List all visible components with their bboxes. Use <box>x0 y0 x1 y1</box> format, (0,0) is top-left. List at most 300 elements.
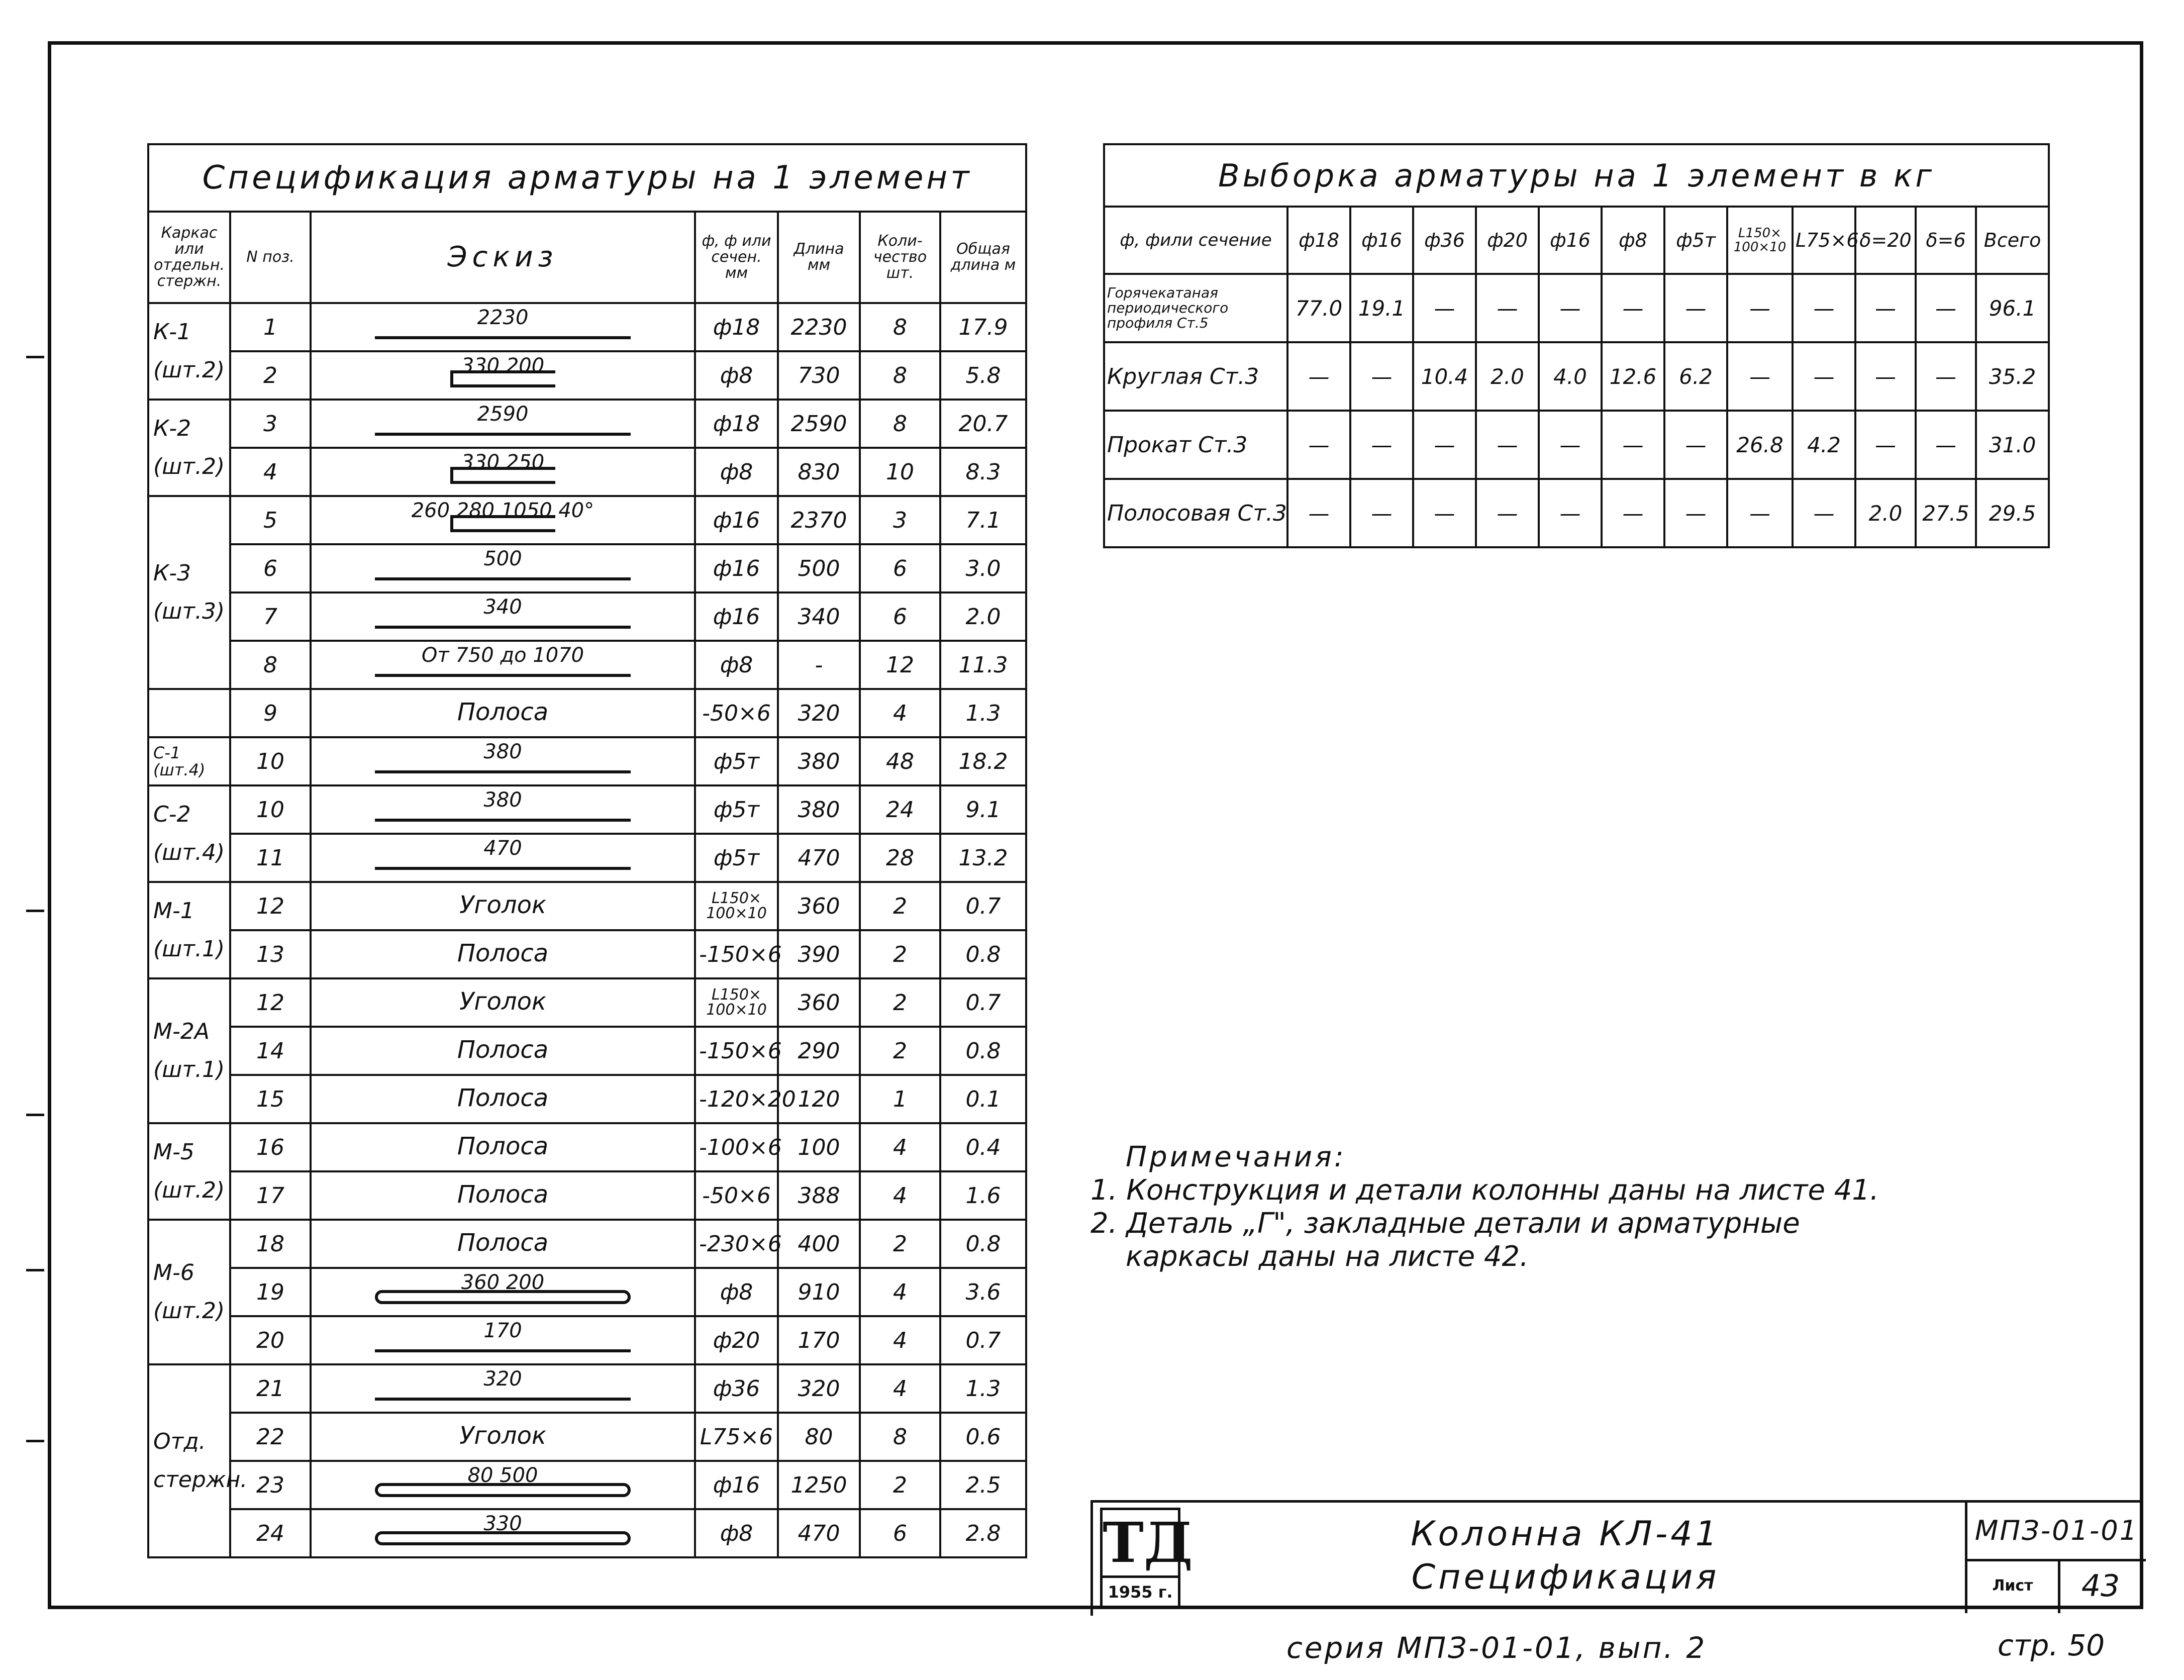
length-cell: 380 <box>778 785 860 834</box>
sketch-dimension: 320 <box>483 1367 522 1391</box>
spec-row <box>148 1075 1026 1123</box>
pos-cell: 19 <box>230 1268 311 1316</box>
margin-tick <box>26 1114 44 1116</box>
sketch-dimension: От 750 до 1070 <box>421 644 584 667</box>
pos-cell: 12 <box>230 978 311 1027</box>
qty-cell: 10 <box>860 448 940 496</box>
spec-row <box>148 785 1026 834</box>
weight-cell: 26.8 <box>1727 411 1793 479</box>
sketch <box>315 786 691 833</box>
selection-row <box>1104 274 2049 342</box>
qty-cell: 28 <box>860 834 940 882</box>
weight-cell: — <box>1916 274 1976 342</box>
rebar-line <box>375 1483 631 1497</box>
spec-row <box>148 978 1026 1027</box>
section-cell: -150×6 <box>695 930 778 978</box>
qty-cell: 8 <box>860 351 940 400</box>
pos-cell: 16 <box>230 1123 311 1171</box>
qty-cell: 4 <box>860 1123 940 1171</box>
notes <box>1090 1141 1879 1273</box>
weight-cell: — <box>1602 411 1664 479</box>
length-cell: 360 <box>778 882 860 930</box>
sketch <box>315 1076 691 1122</box>
sketch <box>315 497 691 543</box>
sketch <box>315 1221 691 1267</box>
title-block <box>1090 1500 2143 1616</box>
length-cell: 830 <box>778 448 860 496</box>
qty-cell: 6 <box>860 544 940 592</box>
section-cell: L150× 100×10 <box>695 978 778 1027</box>
length-cell: 2590 <box>778 400 860 448</box>
section-cell: ф16 <box>695 544 778 592</box>
selection-title: Выборка арматуры на 1 элемент в кг <box>1104 144 2049 207</box>
group-label: К-3 (шт.3) <box>148 496 230 689</box>
length-cell: 730 <box>778 351 860 400</box>
group-label: К-1 (шт.2) <box>148 303 230 400</box>
rebar-line <box>450 370 556 387</box>
length-cell: 170 <box>778 1316 860 1364</box>
weight-cell: — <box>1855 274 1916 342</box>
sketch <box>315 1124 691 1170</box>
spec-row <box>148 1027 1026 1075</box>
spec-row <box>148 641 1026 689</box>
sketch-text: Уголок <box>459 1422 546 1450</box>
rebar-selection-table <box>1103 143 2050 548</box>
weight-cell: — <box>1664 274 1727 342</box>
drawing-title <box>1188 1513 1942 1599</box>
selection-col-header: Всего <box>1976 207 2049 274</box>
section-cell: ф8 <box>695 1509 778 1557</box>
weight-cell: — <box>1413 411 1476 479</box>
steel-type: Прокат Ст.3 <box>1104 411 1287 479</box>
sketch-cell <box>311 737 695 785</box>
qty-cell: 2 <box>860 1220 940 1268</box>
total-cell: 0.8 <box>940 1027 1026 1075</box>
sketch-cell <box>311 1509 695 1557</box>
spec-row <box>148 544 1026 592</box>
total-cell: 1.3 <box>940 689 1026 737</box>
selection-col-header: ф5т <box>1664 207 1727 274</box>
sketch-cell <box>311 1316 695 1364</box>
selection-col-header: δ=6 <box>1916 207 1976 274</box>
sketch-text: Уголок <box>459 987 546 1016</box>
weight-cell: 10.4 <box>1413 342 1476 411</box>
group-label: М-1 (шт.1) <box>148 882 230 978</box>
weight-cell: — <box>1413 274 1476 342</box>
sketch <box>315 690 691 736</box>
selection-col-header: ф16 <box>1350 207 1413 274</box>
group-label: С-2 (шт.4) <box>148 785 230 882</box>
spec-row <box>148 1316 1026 1364</box>
group-label: Отд. стержн. <box>148 1364 230 1557</box>
section-cell: ф16 <box>695 592 778 641</box>
sketch-cell <box>311 351 695 400</box>
length-cell: 380 <box>778 737 860 785</box>
sketch-dimension: 500 <box>483 547 522 570</box>
drawing-title-line1: Колонна КЛ-41 <box>1411 1514 1720 1554</box>
weight-cell: 12.6 <box>1602 342 1664 411</box>
steel-type: Круглая Ст.3 <box>1104 342 1287 411</box>
header-section: ф, ф или сечен. мм <box>695 212 778 303</box>
total-cell: 1.6 <box>940 1171 1026 1220</box>
pos-cell: 4 <box>230 448 311 496</box>
length-cell: 470 <box>778 834 860 882</box>
section-cell: -50×6 <box>695 1171 778 1220</box>
pos-cell: 15 <box>230 1075 311 1123</box>
section-cell: ф8 <box>695 448 778 496</box>
header-qty: Коли-чество шт. <box>860 212 940 303</box>
rebar-line <box>375 819 631 822</box>
sketch-dimension: 470 <box>483 837 522 860</box>
sketch-dimension: 330 <box>483 1512 522 1535</box>
weight-cell: — <box>1793 479 1855 547</box>
length-cell: - <box>778 641 860 689</box>
length-cell: 320 <box>778 689 860 737</box>
rebar-specification-table <box>147 143 1027 1558</box>
sketch-text: Полоса <box>457 1229 549 1257</box>
sketch-cell <box>311 882 695 930</box>
spec-row <box>148 448 1026 496</box>
pos-cell: 24 <box>230 1509 311 1557</box>
sketch <box>315 1028 691 1074</box>
logo-text: ТД <box>1103 1510 1178 1578</box>
weight-cell: 4.0 <box>1539 342 1602 411</box>
spec-body <box>148 303 1026 1557</box>
rebar-line <box>450 467 556 484</box>
sketch <box>315 1414 691 1460</box>
weight-cell: — <box>1727 479 1793 547</box>
sketch <box>315 1510 691 1556</box>
weight-cell: — <box>1287 342 1350 411</box>
margin-tick <box>26 910 44 912</box>
pos-cell: 10 <box>230 737 311 785</box>
sketch-text: Полоса <box>457 939 549 967</box>
qty-cell: 3 <box>860 496 940 544</box>
pos-cell: 1 <box>230 303 311 351</box>
length-cell: 390 <box>778 930 860 978</box>
section-cell: ф5т <box>695 834 778 882</box>
pos-cell: 8 <box>230 641 311 689</box>
rebar-line <box>450 515 556 532</box>
pos-cell: 3 <box>230 400 311 448</box>
qty-cell: 8 <box>860 1413 940 1461</box>
qty-cell: 2 <box>860 930 940 978</box>
section-cell: ф36 <box>695 1364 778 1413</box>
sketch-cell <box>311 400 695 448</box>
qty-cell: 12 <box>860 641 940 689</box>
weight-cell: 96.1 <box>1976 274 2049 342</box>
pos-cell: 21 <box>230 1364 311 1413</box>
sketch-cell <box>311 1075 695 1123</box>
weight-cell: 2.0 <box>1476 342 1539 411</box>
weight-cell: — <box>1476 411 1539 479</box>
section-cell: -50×6 <box>695 689 778 737</box>
selection-body <box>1104 274 2049 547</box>
sketch-cell <box>311 448 695 496</box>
selection-col-header: ф20 <box>1476 207 1539 274</box>
weight-cell: — <box>1350 479 1413 547</box>
total-cell: 3.0 <box>940 544 1026 592</box>
selection-first-header: ф, фили сечение <box>1104 207 1287 274</box>
weight-cell: 4.2 <box>1793 411 1855 479</box>
pos-cell: 17 <box>230 1171 311 1220</box>
total-cell: 0.1 <box>940 1075 1026 1123</box>
section-cell: L150× 100×10 <box>695 882 778 930</box>
total-cell: 3.6 <box>940 1268 1026 1316</box>
header-pos: N поз. <box>230 212 311 303</box>
rebar-line <box>375 770 631 773</box>
sketch-cell <box>311 592 695 641</box>
group-label: М-2А (шт.1) <box>148 978 230 1123</box>
sketch <box>315 738 691 784</box>
pos-cell: 5 <box>230 496 311 544</box>
total-cell: 2.0 <box>940 592 1026 641</box>
total-cell: 1.3 <box>940 1364 1026 1413</box>
weight-cell: 77.0 <box>1287 274 1350 342</box>
page-number: стр. 50 <box>1998 1628 2105 1662</box>
sketch-cell <box>311 930 695 978</box>
sketch-text: Полоса <box>457 1132 549 1160</box>
total-cell: 17.9 <box>940 303 1026 351</box>
section-cell: ф8 <box>695 351 778 400</box>
steel-type: Горячекатаная периодического профиля Ст.5 <box>1104 274 1287 342</box>
weight-cell: — <box>1539 479 1602 547</box>
note-item-2: 2. Деталь „Г", закладные детали и арматурные <box>1090 1207 1800 1240</box>
weight-cell: 6.2 <box>1664 342 1727 411</box>
sketch-text: Полоса <box>457 1180 549 1209</box>
qty-cell: 4 <box>860 1316 940 1364</box>
spec-row <box>148 1413 1026 1461</box>
total-cell: 11.3 <box>940 641 1026 689</box>
total-cell: 0.7 <box>940 882 1026 930</box>
pos-cell: 7 <box>230 592 311 641</box>
length-cell: 120 <box>778 1075 860 1123</box>
length-cell: 320 <box>778 1364 860 1413</box>
sketch-text: Полоса <box>457 1036 549 1064</box>
total-cell: 2.5 <box>940 1461 1026 1509</box>
sketch-cell <box>311 641 695 689</box>
rebar-line <box>375 867 631 870</box>
drawing-code: МПЗ-01-01 <box>1965 1503 2146 1561</box>
header-total: Общая длина м <box>940 212 1026 303</box>
weight-cell: 31.0 <box>1976 411 2049 479</box>
pos-cell: 23 <box>230 1461 311 1509</box>
length-cell: 910 <box>778 1268 860 1316</box>
spec-row <box>148 737 1026 785</box>
weight-cell: — <box>1350 411 1413 479</box>
section-cell: ф18 <box>695 400 778 448</box>
sheet-label: Лист <box>1965 1559 2060 1613</box>
sketch-cell <box>311 689 695 737</box>
selection-col-header: ф8 <box>1602 207 1664 274</box>
qty-cell: 1 <box>860 1075 940 1123</box>
weight-cell: — <box>1664 479 1727 547</box>
header-sketch: Эскиз <box>311 212 695 303</box>
sheet-number: 43 <box>2081 1568 2120 1604</box>
pos-cell: 2 <box>230 351 311 400</box>
sketch <box>315 835 691 881</box>
length-cell: 80 <box>778 1413 860 1461</box>
selection-col-header: δ=20 <box>1855 207 1916 274</box>
steel-type: Полосовая Ст.3 <box>1104 479 1287 547</box>
sketch-text: Полоса <box>457 698 549 726</box>
total-cell: 7.1 <box>940 496 1026 544</box>
qty-cell: 24 <box>860 785 940 834</box>
total-cell: 0.8 <box>940 1220 1026 1268</box>
qty-cell: 2 <box>860 882 940 930</box>
qty-cell: 2 <box>860 1461 940 1509</box>
rebar-line <box>375 674 631 677</box>
selection-row <box>1104 411 2049 479</box>
weight-cell: 35.2 <box>1976 342 2049 411</box>
group-label: М-5 (шт.2) <box>148 1123 230 1220</box>
spec-row <box>148 1461 1026 1509</box>
sketch <box>315 1172 691 1219</box>
weight-cell: — <box>1916 411 1976 479</box>
weight-cell: — <box>1476 479 1539 547</box>
section-cell: ф8 <box>695 641 778 689</box>
margin-tick <box>26 1440 44 1442</box>
length-cell: 2230 <box>778 303 860 351</box>
rebar-line <box>375 1349 631 1352</box>
weight-cell: 19.1 <box>1350 274 1413 342</box>
logo-year: 1955 г. <box>1108 1583 1173 1602</box>
weight-cell: 29.5 <box>1976 479 2049 547</box>
margin-tick <box>26 356 44 358</box>
pos-cell: 18 <box>230 1220 311 1268</box>
sketch-cell <box>311 978 695 1027</box>
rebar-line <box>375 626 631 629</box>
weight-cell: — <box>1855 411 1916 479</box>
rebar-line <box>375 433 631 436</box>
section-cell: -150×6 <box>695 1027 778 1075</box>
selection-row <box>1104 342 2049 411</box>
qty-cell: 4 <box>860 1268 940 1316</box>
weight-cell: — <box>1350 342 1413 411</box>
length-cell: 400 <box>778 1220 860 1268</box>
weight-cell: — <box>1287 411 1350 479</box>
section-cell: ф5т <box>695 785 778 834</box>
sketch <box>315 1365 691 1412</box>
length-cell: 100 <box>778 1123 860 1171</box>
weight-cell: 2.0 <box>1855 479 1916 547</box>
sketch <box>315 642 691 688</box>
group-label: К-2 (шт.2) <box>148 400 230 496</box>
section-cell: -230×6 <box>695 1220 778 1268</box>
sketch-cell <box>311 1220 695 1268</box>
total-cell: 13.2 <box>940 834 1026 882</box>
section-cell: ф8 <box>695 1268 778 1316</box>
sketch-cell <box>311 1461 695 1509</box>
total-cell: 8.3 <box>940 448 1026 496</box>
qty-cell: 8 <box>860 400 940 448</box>
weight-cell: 27.5 <box>1916 479 1976 547</box>
sketch-dimension: 170 <box>483 1319 522 1342</box>
total-cell: 9.1 <box>940 785 1026 834</box>
spec-row <box>148 400 1026 448</box>
selection-row <box>1104 479 2049 547</box>
spec-row <box>148 1509 1026 1557</box>
weight-cell: — <box>1727 342 1793 411</box>
selection-col-header: ф18 <box>1287 207 1350 274</box>
sketch <box>315 545 691 591</box>
sketch-dimension: 330 250 <box>461 451 545 474</box>
weight-cell: — <box>1287 479 1350 547</box>
sketch-dimension: 380 <box>483 740 522 763</box>
sketch-cell <box>311 1364 695 1413</box>
sketch-dimension: 340 <box>483 596 522 619</box>
pos-cell: 10 <box>230 785 311 834</box>
qty-cell: 8 <box>860 303 940 351</box>
rebar-line <box>375 1531 631 1545</box>
section-cell: -120×20 <box>695 1075 778 1123</box>
pos-cell: 6 <box>230 544 311 592</box>
spec-row <box>148 303 1026 351</box>
length-cell: 360 <box>778 978 860 1027</box>
total-cell: 0.7 <box>940 978 1026 1027</box>
sketch-cell <box>311 785 695 834</box>
total-cell: 5.8 <box>940 351 1026 400</box>
sketch <box>315 594 691 640</box>
sketch-dimension: 330 200 <box>461 354 545 377</box>
spec-row <box>148 592 1026 641</box>
selection-col-header: ф36 <box>1413 207 1476 274</box>
rebar-line <box>375 1398 631 1401</box>
weight-cell: — <box>1916 342 1976 411</box>
weight-cell: — <box>1602 479 1664 547</box>
sketch-cell <box>311 1171 695 1220</box>
section-cell: L75×6 <box>695 1413 778 1461</box>
qty-cell: 4 <box>860 1171 940 1220</box>
sketch <box>315 1317 691 1363</box>
sketch-cell <box>311 1413 695 1461</box>
pos-cell: 12 <box>230 882 311 930</box>
weight-cell: — <box>1539 274 1602 342</box>
weight-cell: — <box>1476 274 1539 342</box>
sketch <box>315 449 691 495</box>
sketch <box>315 931 691 977</box>
section-cell: -100×6 <box>695 1123 778 1171</box>
spec-row <box>148 1364 1026 1413</box>
weight-cell: — <box>1664 411 1727 479</box>
total-cell: 0.7 <box>940 1316 1026 1364</box>
rebar-line <box>375 1290 631 1304</box>
sketch <box>315 1462 691 1508</box>
sketch-dimension: 360 200 <box>461 1271 545 1294</box>
sketch-cell <box>311 303 695 351</box>
qty-cell: 4 <box>860 689 940 737</box>
sketch-cell <box>311 496 695 544</box>
spec-row <box>148 496 1026 544</box>
weight-cell: — <box>1727 274 1793 342</box>
section-cell: ф5т <box>695 737 778 785</box>
sketch-dimension: 2230 <box>477 306 529 329</box>
section-cell: ф18 <box>695 303 778 351</box>
length-cell: 340 <box>778 592 860 641</box>
sketch-cell <box>311 1027 695 1075</box>
header-group: Каркас или отдельн. стержн. <box>148 212 230 303</box>
sketch-dimension: 380 <box>483 788 522 812</box>
note-item-2-continuation: каркасы даны на листе 42. <box>1126 1240 1529 1273</box>
total-cell: 0.6 <box>940 1413 1026 1461</box>
weight-cell: — <box>1539 411 1602 479</box>
sketch-text: Уголок <box>459 891 546 919</box>
weight-cell: — <box>1793 274 1855 342</box>
qty-cell: 48 <box>860 737 940 785</box>
qty-cell: 6 <box>860 592 940 641</box>
pos-cell: 22 <box>230 1413 311 1461</box>
margin-tick <box>26 1269 44 1271</box>
